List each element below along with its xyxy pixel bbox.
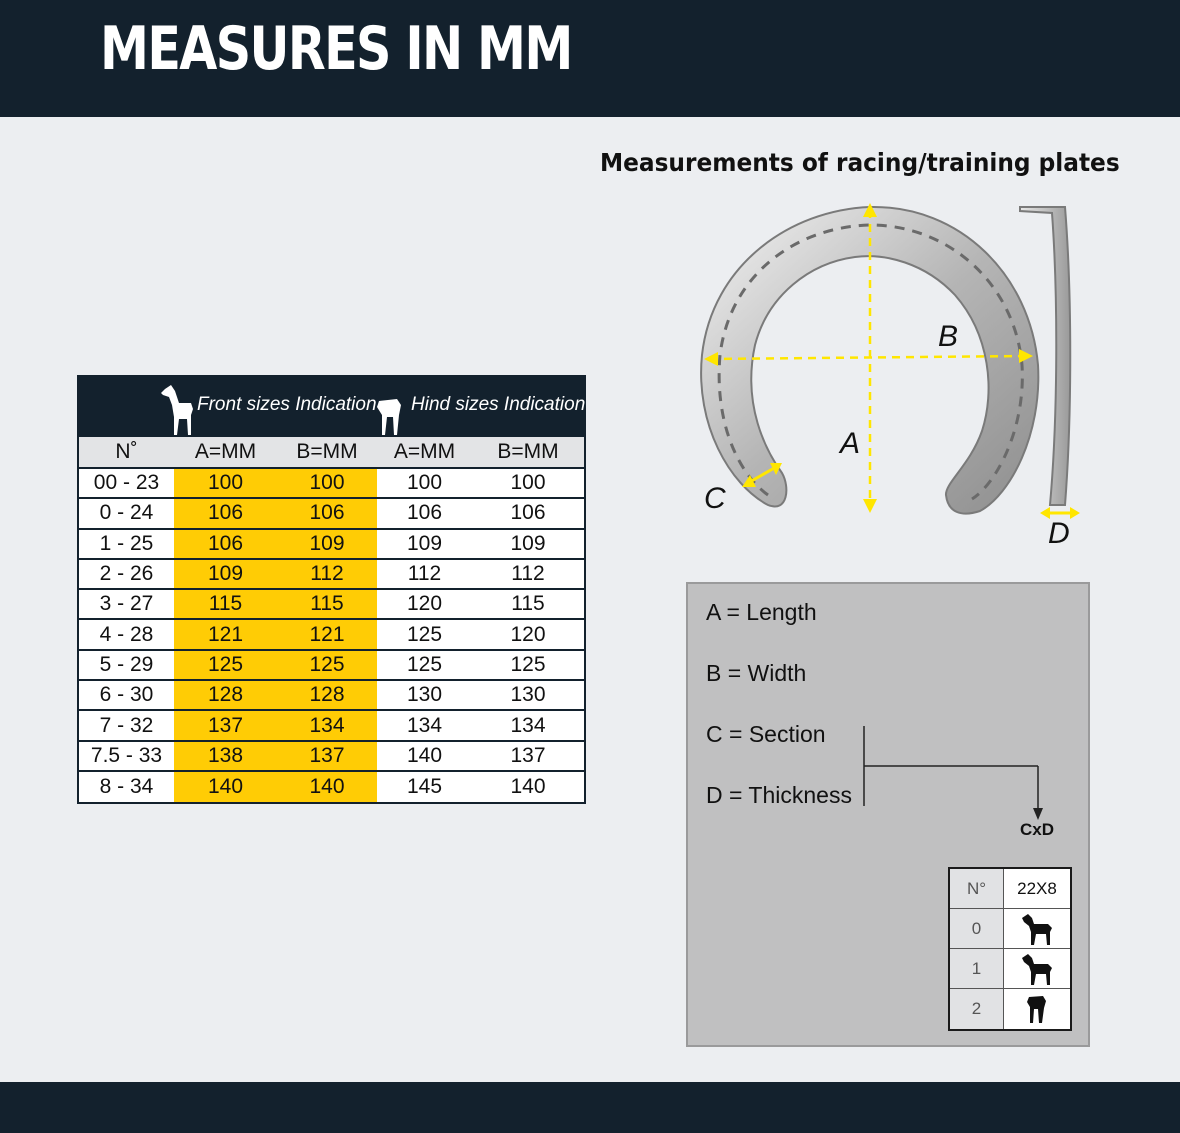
table-cell: 0 - 24 [99,501,154,525]
table-cell: 115 [277,590,377,618]
label-b: B [938,320,959,353]
table-cell: 100 [174,469,277,497]
legend-section: C = Section [706,721,826,747]
table-row [79,590,584,620]
horse-front-icon [157,383,195,437]
table-cell: 137 [510,743,546,767]
table-cell: 6 - 30 [99,683,154,707]
table-cell: 3 - 27 [99,592,154,616]
label-a: A [840,427,861,460]
col-header-hind-a: A=MM [393,440,456,463]
table-cell: 130 [406,683,443,707]
table-cell: 115 [511,592,545,616]
table-cell: 125 [277,651,377,679]
table-cell: 134 [510,713,546,737]
table-cell: 7 - 32 [99,713,154,737]
table-cell: 109 [174,560,277,588]
mini-table-row [950,909,1070,949]
table-cell: 112 [407,562,442,586]
mini-header-size: 22X8 [1017,878,1057,898]
table-cell: 140 [510,775,546,799]
table-row [79,499,584,529]
table-row [79,681,584,711]
table-cell: 100 [510,471,546,495]
table-cell: 145 [406,775,443,799]
front-sizes-label: Front sizes Indication [197,394,377,415]
size-table [77,375,586,804]
table-cell: 112 [511,562,545,586]
mini-row-n: 1 [950,949,1004,988]
table-cell: 125 [174,651,277,679]
table-cell: 115 [174,590,277,618]
table-cell: 106 [174,499,277,527]
label-d: D [1048,517,1070,550]
legend-length: A = Length [706,599,817,625]
table-row [79,560,584,590]
table-cell: 121 [277,620,377,648]
table-cell: 128 [277,681,377,709]
legend-box [686,582,1090,1047]
table-cell: 2 - 26 [99,562,154,586]
table-cell: 8 - 34 [99,775,154,799]
cxd-connector [688,584,1092,824]
table-row [79,742,584,772]
table-cell: 100 [277,469,377,497]
table-cell: 100 [406,471,443,495]
table-cell: 128 [174,681,277,709]
table-cell: 109 [510,531,546,555]
table-row [79,711,584,741]
diagram-subtitle: Measurements of racing/training plates [600,148,1120,177]
table-cell: 140 [406,743,443,767]
table-cell: 125 [510,652,546,676]
table-column-headers [79,437,584,469]
horse-hind-icon [375,397,403,437]
page-title: MEASURES IN MM [100,14,572,84]
table-cell: 137 [174,711,277,739]
horseshoe-illustration [690,195,1090,565]
table-cell: 120 [510,622,546,646]
table-cell: 106 [406,501,443,525]
table-cell: 140 [277,772,377,802]
table-row [79,530,584,560]
label-c: C [704,482,726,515]
table-cell: 138 [174,742,277,770]
legend-width: B = Width [706,660,807,686]
table-cell: 125 [406,622,443,646]
table-row [79,620,584,650]
horse-hind-icon [1004,989,1070,1029]
section-thickness-table [948,867,1072,1031]
mini-table-row [950,949,1070,989]
table-cell: 112 [277,560,377,588]
mini-header-n: N° [950,869,1004,908]
table-row [79,651,584,681]
table-cell: 7.5 - 33 [90,743,163,767]
table-row [79,772,584,802]
table-cell: 106 [510,501,546,525]
table-cell: 106 [277,499,377,527]
table-cell: 109 [406,531,443,555]
cxd-label: CxD [1020,820,1055,839]
table-header-banner [79,377,584,437]
col-header-front-b: B=MM [296,440,358,463]
col-header-n: N˚ [115,440,138,463]
table-cell: 121 [174,620,277,648]
footer-bar [0,1082,1180,1133]
col-header-front-a: A=MM [194,440,257,463]
table-cell: 134 [277,711,377,739]
table-cell: 5 - 29 [99,652,154,676]
table-cell: 125 [406,652,443,676]
horse-front-icon [1004,909,1070,948]
mini-table-row [950,989,1070,1029]
mini-table-header [950,869,1070,909]
table-cell: 4 - 28 [99,622,154,646]
col-header-hind-b: B=MM [497,440,559,463]
table-cell: 1 - 25 [99,531,154,555]
table-row [79,469,584,499]
horseshoe-diagram [690,195,1090,565]
table-cell: 140 [174,772,277,802]
table-cell: 120 [406,592,443,616]
horse-front-icon [1004,949,1070,988]
table-cell: 109 [277,530,377,558]
table-cell: 00 - 23 [93,471,160,495]
mini-row-n: 0 [950,909,1004,948]
mini-row-n: 2 [950,989,1004,1029]
table-cell: 137 [277,742,377,770]
table-cell: 130 [510,683,546,707]
hind-sizes-label: Hind sizes Indication [411,394,586,415]
header-bar [0,0,1180,117]
table-cell: 106 [174,530,277,558]
table-cell: 134 [406,713,443,737]
legend-thickness: D = Thickness [706,782,852,808]
